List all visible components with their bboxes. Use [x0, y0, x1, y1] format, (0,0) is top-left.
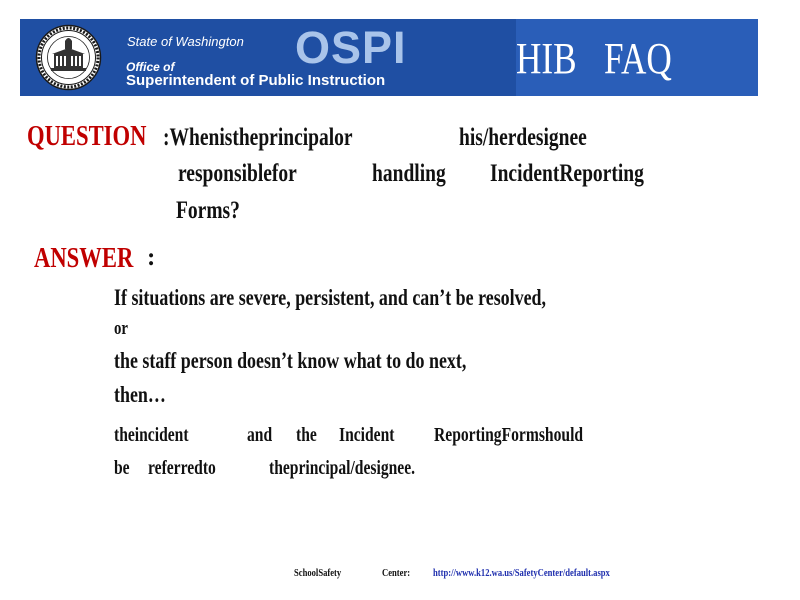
state-seal-logo: [35, 24, 102, 91]
agency-abbreviation: OSPI: [295, 22, 407, 73]
answer-sub-word: Incident: [339, 424, 395, 446]
question-word: IncidentReporting: [490, 160, 644, 187]
answer-line-1: If situations are severe, persistent, and can’t be resolved,: [114, 285, 547, 310]
question-word: :Whenistheprincipalor: [163, 124, 353, 151]
answer-sub-word: theprincipal/designee.: [269, 457, 416, 479]
answer-sub-word: referredto: [148, 457, 216, 479]
answer-colon: :: [147, 244, 156, 271]
answer-line-4: then…: [114, 382, 166, 407]
question-word: handling: [372, 160, 446, 187]
answer-line-2: or: [114, 318, 128, 339]
question-word: Forms?: [176, 197, 240, 224]
header-banner: [20, 19, 758, 96]
question-label: QUESTION: [27, 120, 147, 152]
footer-label: SchoolSafety: [294, 567, 342, 579]
safety-center-link[interactable]: http://www.k12.wa.us/SafetyCenter/default.aspx: [433, 567, 610, 579]
office-line-2: Superintendent of Public Instruction: [126, 72, 386, 89]
answer-sub-word: ReportingFormshould: [434, 424, 584, 446]
answer-label: ANSWER: [34, 242, 134, 274]
answer-sub-word: and: [247, 424, 273, 446]
footer-label: Center:: [382, 567, 411, 579]
question-word: responsiblefor: [178, 160, 297, 187]
slide-title-faq: FAQ: [604, 34, 672, 83]
answer-sub-word: the: [296, 424, 317, 446]
state-name: State of Washington: [127, 34, 244, 49]
slide-title-hib: HIB: [516, 34, 577, 83]
answer-sub-word: be: [114, 457, 130, 479]
answer-line-3: the staff person doesn’t know what to do next,: [114, 348, 467, 373]
question-word: his/herdesignee: [459, 124, 587, 151]
answer-sub-word: theincident: [114, 424, 189, 446]
office-line-1: Office of: [126, 60, 175, 74]
